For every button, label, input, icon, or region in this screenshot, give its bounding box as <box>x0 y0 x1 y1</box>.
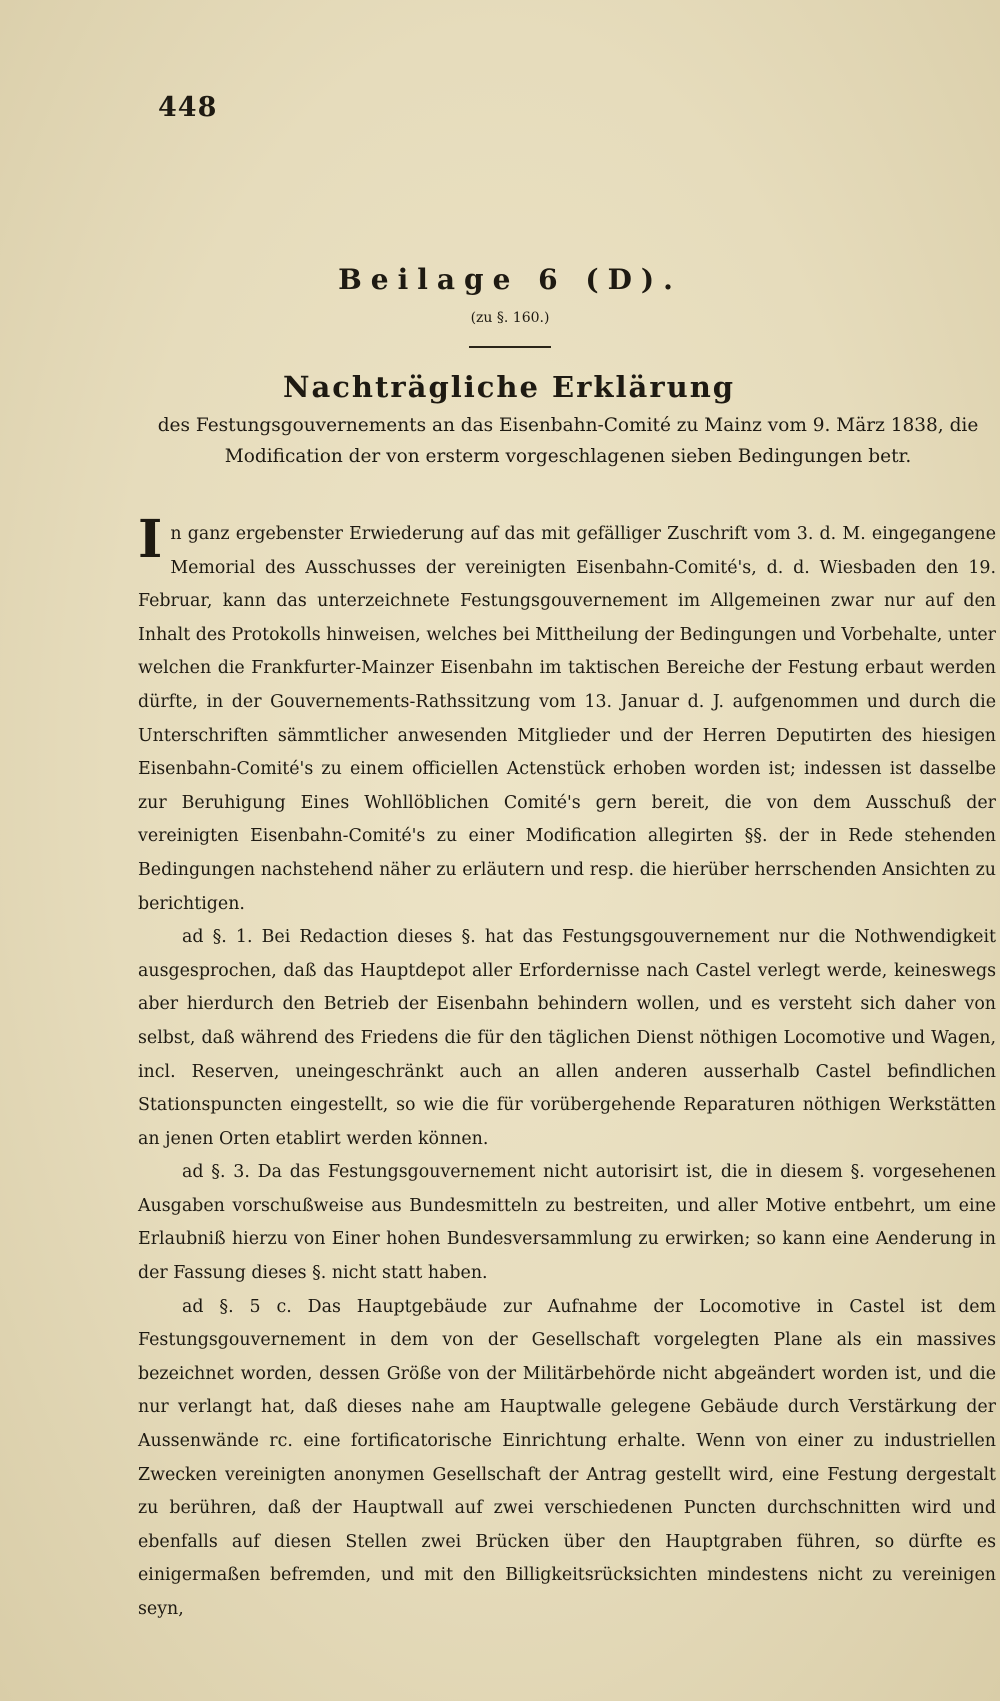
heading-divider <box>469 346 551 348</box>
paragraph-section-5c: ad §. 5 c. Das Hauptgebäude zur Aufnahme der Locomotive in Castel ist dem Festungsgouvernement in dem von der Gesellschaft vorgelegten Plane als ein massives bezeichnet worden, dessen Größe von der Militärbehörde nicht abgeändert worden ist, und die nur verlangt hat, daß dieses nahe am Hauptwalle gelegene Gebäude durch Verstärkung der Aussenwände rc. eine fortificatorische Einrichtung erhalte. Wenn von einer zu industriellen Zwecken vereinigten anonymen Gesellschaft der Antrag gestellt wird, eine Festung dergestalt zu berühren, daß der Hauptwall auf zwei verschiedenen Puncten durchschnitten wird und ebenfalls auf diesen Stellen zwei Brücken über den Hauptgraben führen, so dürfte es einigermaßen befremden, und mit den Billigkeitsrücksichten mindestens nicht zu vereinigen seyn, <box>138 1296 996 1619</box>
body-text <box>138 509 996 1627</box>
paragraph-section-1: ad §. 1. Bei Redaction dieses §. hat das Festungsgouvernement nur die Nothwendigkeit ausgesprochen, daß das Hauptdepot aller Erfordernisse nach Castel verlegt werde, keineswegs aber hierdurch den Betrieb der Eisenbahn behindern wollen, und es versteht sich daher von selbst, daß während des Friedens die für den täglichen Dienst nöthigen Locomotive und Wagen, incl. Reserven, uneingeschränkt auch an allen anderen ausserhalb Castel befindlichen Stationspuncten eingestellt, so wie die für vorübergehende Reparaturen nöthigen Werkstätten an jenen Orten etablirt werden können. <box>138 927 996 1149</box>
appendix-heading <box>150 263 870 348</box>
intro-text: n ganz ergebenster Erwiederung auf das mit gefälliger Zuschrift vom 3. d. M. eingegangene Memorial des Ausschusses der vereinigten Eisenbahn-Comité's, d. d. Wiesbaden den 19. Februar, kann das unterzeichnete Festungsgouvernement im Allgemeinen zwar nur auf den Inhalt des Protokolls hinweisen, welches bei Mittheilung der Bedingungen und Vorbehalte, unter welchen die Frankfurter-Mainzer Eisenbahn im taktischen Bereiche der Festung erbaut werden dürfte, in der Gouvernements-Rathssitzung vom 13. Januar d. J. aufgenommen und durch die Unterschriften sämmtlicher anwesenden Mitglieder und der Herren Deputirten des hiesigen Eisenbahn-Comité's zu einem officiellen Actenstück erhoben worden ist; indessen ist dasselbe zur Beruhigung Eines Wohllöblichen Comité's gern bereit, die von dem Ausschuß der vereinigten Eisenbahn-Comité's zu einer Modification allegirten §§. der in Rede stehenden Bedingungen nachstehend näher zu erläutern und resp. die hierüber herrschenden Ansichten zu berichtigen. <box>138 524 996 914</box>
section-reference: (zu §. 160.) <box>470 310 550 326</box>
intro-paragraph <box>138 509 996 921</box>
subtitle-description: des Festungsgouvernements an das Eisenbahn-Comité zu Mainz vom 9. März 1838, die Modification der von ersterm vorgeschlagenen sieben Bedingungen betr. <box>157 415 979 467</box>
drop-cap-initial: I <box>138 509 163 570</box>
appendix-title: Beilage 6 (D). <box>338 263 682 296</box>
paragraph-section-3: ad §. 3. Da das Festungsgouvernement nicht autorisirt ist, die in diesem §. vorgesehenen Ausgaben vorschußweise aus Bundesmitteln zu bestreiten, und aller Motive entbehrt, um eine Erlaubniß hierzu von Einer hohen Bundesversammlung zu erwirken; so kann eine Aenderung in der Fassung dieses §. nicht statt haben. <box>138 1162 996 1284</box>
document-subtitle: Nachträgliche Erklärung <box>282 370 736 404</box>
page-number: 448 <box>158 92 218 123</box>
